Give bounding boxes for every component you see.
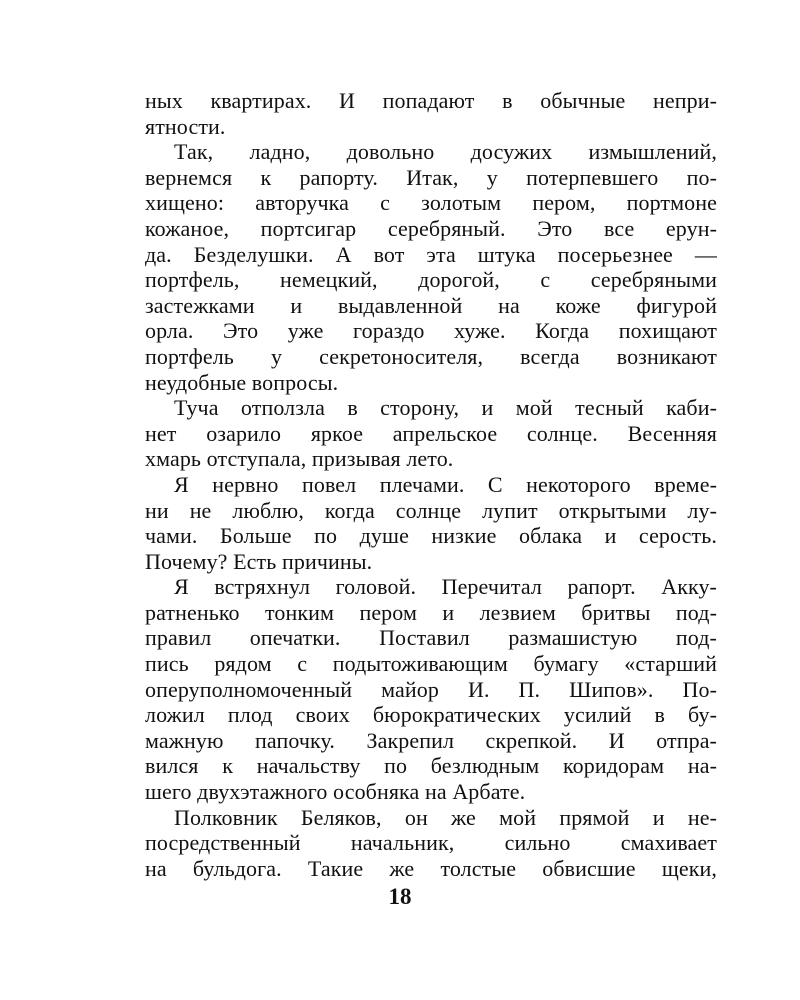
text-line: правил опечатки. Поставил размашистую под- bbox=[145, 625, 717, 651]
text-line: чами. Больше по душе низкие облака и серость. bbox=[145, 523, 717, 549]
text-line: кожаное, портсигар серебряный. Это все ерун- bbox=[145, 215, 717, 241]
text-line: орла. Это уже гораздо хуже. Когда похищают bbox=[145, 318, 717, 344]
text-line: шего двухэтажного особняка на Арбате. bbox=[145, 779, 526, 805]
text-line: на бульдога. Такие же толстые обвисшие щеки, bbox=[145, 855, 717, 881]
text-line: нет озарило яркое апрельское солнце. Весенняя bbox=[145, 420, 717, 446]
text-line: Я нервно повел плечами. С некоторого време- bbox=[174, 471, 717, 497]
text-line: ных квартирах. И попадают в обычные непри- bbox=[145, 88, 717, 113]
text-line: Почему? Есть причины. bbox=[145, 548, 373, 574]
page-number: 18 bbox=[388, 884, 412, 909]
text-line: застежками и выдавленной на коже фигурой bbox=[145, 292, 717, 318]
text-line: хмарь отступала, призывая лето. bbox=[145, 446, 454, 472]
text-line: оперуполномоченный майор И. П. Шипов». По- bbox=[145, 676, 717, 702]
text-line: вился к начальству по безлюдным коридорам на- bbox=[145, 753, 717, 779]
text-line: вернемся к рапорту. Итак, у потерпевшего по- bbox=[145, 164, 717, 190]
text-line: портфель, немецкий, дорогой, с серебряными bbox=[145, 267, 717, 293]
text-line: хищено: авторучка с золотым пером, портмоне bbox=[145, 190, 717, 216]
text-line: ратненько тонким пером и лезвием бритвы под- bbox=[145, 599, 717, 625]
text-line: посредственный начальник, сильно смахивает bbox=[145, 830, 717, 856]
text-line: Полковник Беляков, он же мой прямой и не- bbox=[174, 804, 717, 830]
book-page-text bbox=[145, 88, 717, 881]
text-line: ни не люблю, когда солнце лупит открытыми лу- bbox=[145, 497, 717, 523]
text-line: Туча отползла в сторону, и мой тесный каби- bbox=[174, 395, 717, 421]
text-line: мажную папочку. Закрепил скрепкой. И отпра- bbox=[145, 727, 717, 753]
text-line: Так, ладно, довольно досужих измышлений, bbox=[174, 139, 717, 165]
text-line: пись рядом с подытоживающим бумагу «старший bbox=[145, 651, 717, 677]
text-line: ятности. bbox=[145, 113, 226, 139]
text-line: да. Безделушки. А вот эта штука посерьезнее — bbox=[145, 241, 717, 267]
text-line: портфель у секретоносителя, всегда возникают bbox=[145, 343, 717, 369]
text-line: Я встряхнул головой. Перечитал рапорт. Акку- bbox=[174, 574, 717, 600]
text-line: ложил плод своих бюрократических усилий в бу- bbox=[145, 702, 717, 728]
text-line: неудобные вопросы. bbox=[145, 369, 339, 395]
